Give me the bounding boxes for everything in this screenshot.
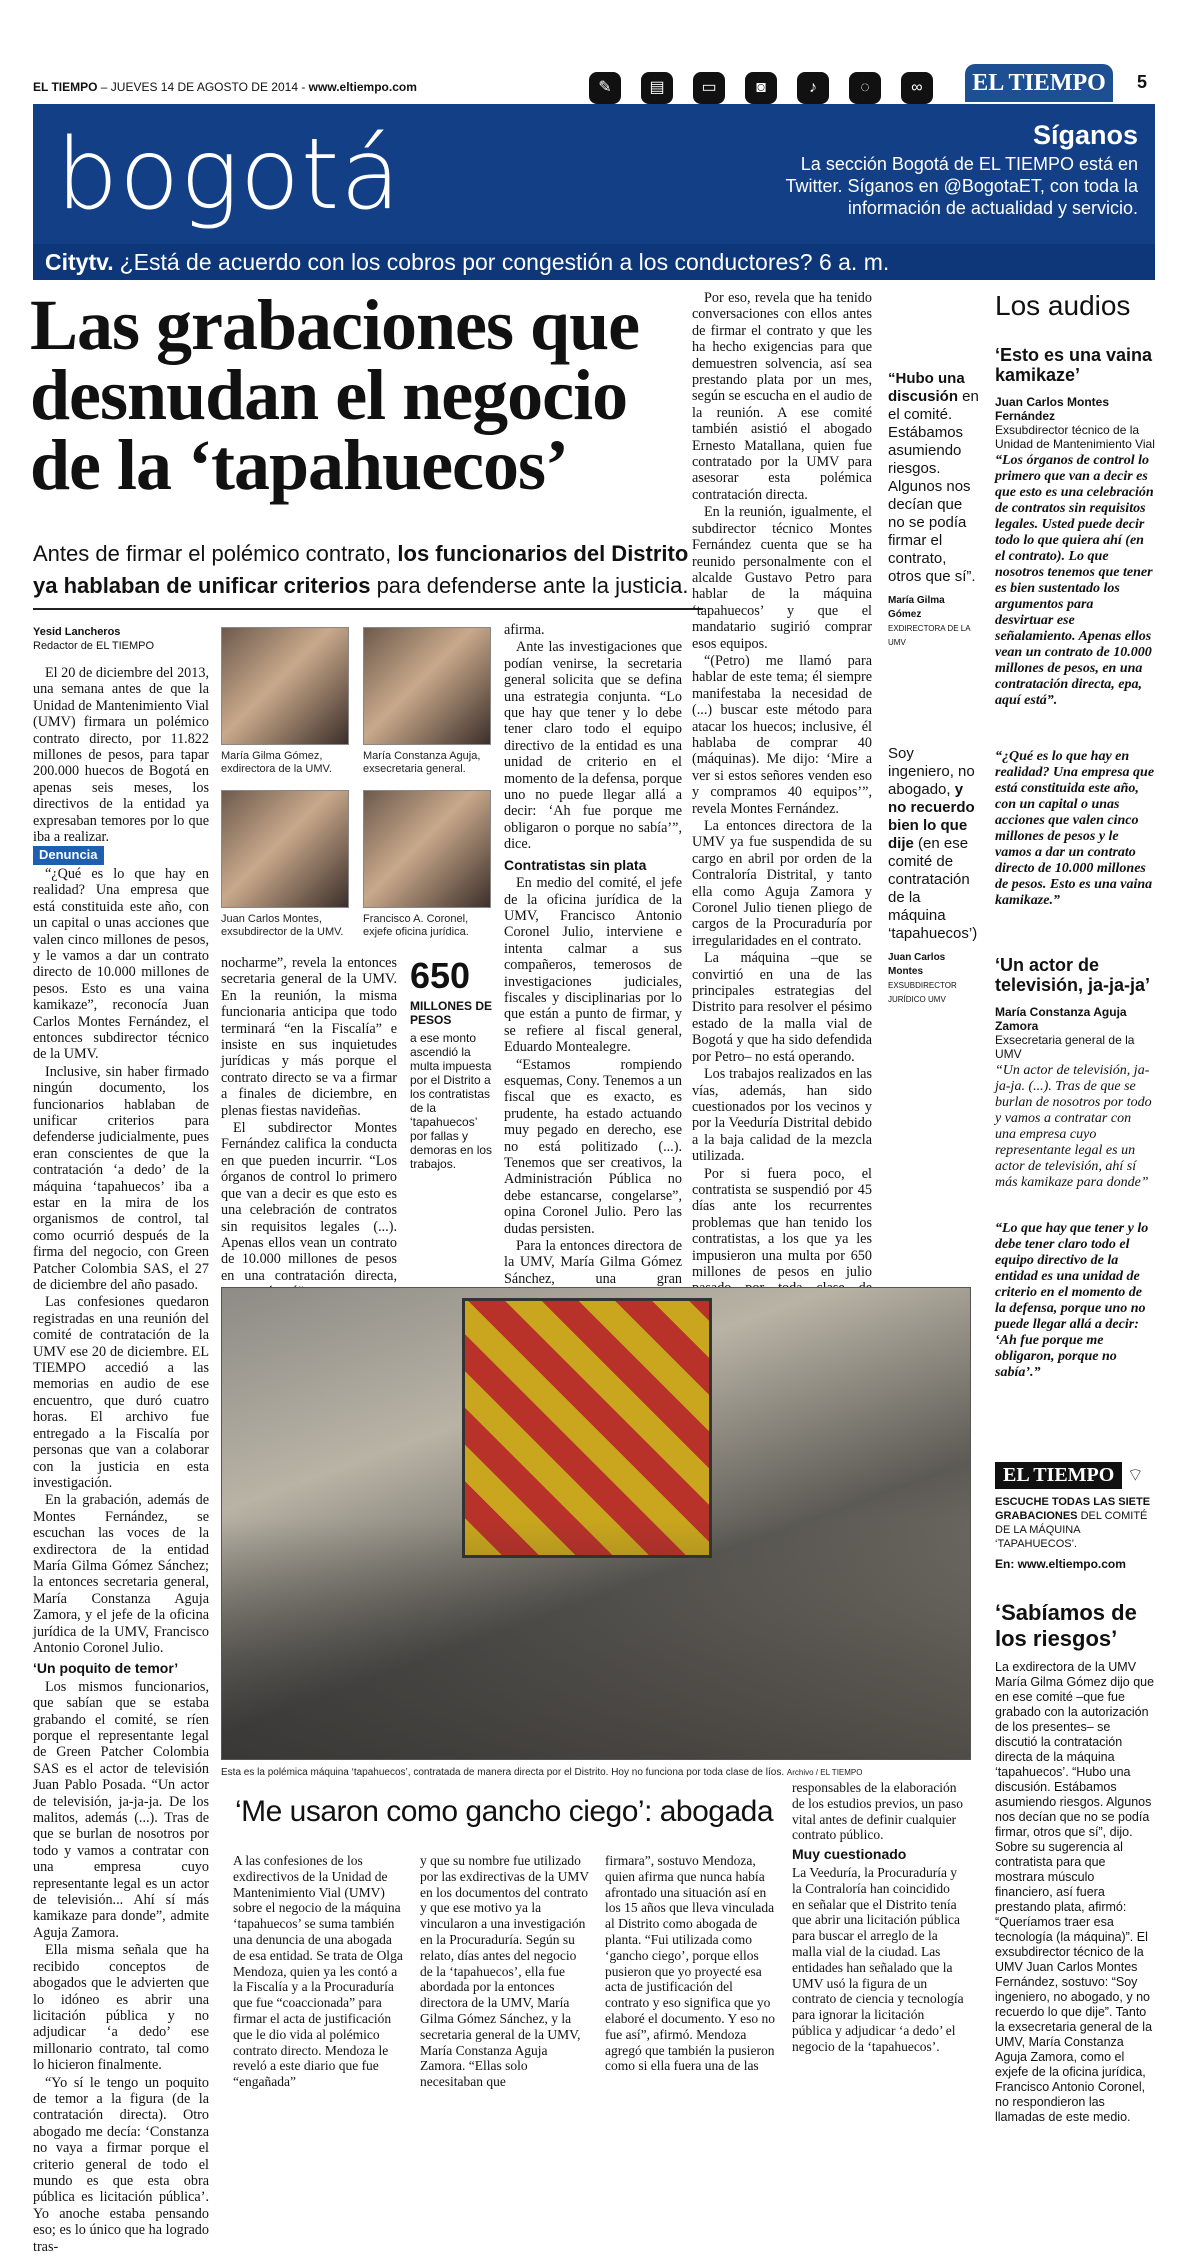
paragraph: responsables de la elaboración de los estudios previos, un paso vital antes de definir cualquier contrato público. [792,1780,963,1843]
portrait-caption: Francisco A. Coronel, exjefe oficina jurídica. [363,913,469,938]
paragraph: Las confesiones quedaron registradas en una reunión del comité de contratación de la UMV ese 20 de diciembre. EL TIEMPO accedió a las memorias en audio de ese encuentro, que duró cuatro horas. El archivo fue entregado a la Fiscalía por personas que van a colaborar con la justicia en esta investigación. [33,1294,209,1491]
pull-quote-role: EXDIRECTORA DE LA UMV [888,624,971,647]
divider [33,608,703,610]
citytv-strip[interactable] [33,244,1155,280]
secondary-column-2: y que su nombre fue utilizado por las exdirectivas de la UMV en los documentos del contrato y que ese motivo ya la vincularon a una investigación en la Procuraduría. Según su relato, días antes del negocio de la ‘tapahuecos’, ella fue abordada por la entonces directora de la UMV, María Gilma Gómez Sánchez, y la secretaria general de la UMV, María Constanza Aguja Zamora. “Ellas solo necesitaban que [420,1853,589,2090]
citytv-brand: Citytv. [45,249,114,275]
deck-part: para defenderse ante la justicia. [370,573,689,598]
portrait-photo [363,627,491,745]
pull-quote [888,745,980,1007]
paragraph: La máquina –que se convirtió en una de las principales estrategias del Distrito para resolver el pésimo estado de la malla vial de Bogotá y que ha sido defendida por Petro– no está operando. [692,950,872,1065]
masthead-url[interactable]: www.eltiempo.com [308,80,417,94]
photo-caption [221,1766,971,1779]
pull-quote-name: Juan Carlos Montes [888,952,946,977]
blogs-icon: ◌ [849,72,881,104]
paragraph: “Yo sí le tengo un poquito de temor a la figura (de la contratación directa). Otro abogado me decía: ‘Constanza no vaya a firmar porque el criterio general de todo el mundo es que esta obra pública es licitación pública’. Yo anoche estaba pensando eso; es lo único que ha logrado tras- [33,2074,209,2255]
portrait-caption: María Constanza Aguja, exsecretaria general. [363,750,481,775]
audio-quote-text: “Un actor de televisión, ja-ja-ja. (...). Tras de que se burlan de nosotros por todo y vamos a contratar con una empresa cuyo representante legal es un actor de televisión, ahí sí más kamikaze para donde” [995,1063,1152,1190]
videos-icon: ▭ [693,72,725,104]
portrait-caption: María Gilma Gómez, exdirectora de la UMV. [221,750,332,775]
paragraph: “Estamos rompiendo esquemas, Cony. Tenemos a un fiscal que es exacto, es prudente, ha estado actuando muy pegado en derecho, ese no está politizado (...). Tenemos que ser creativos, la Administración Pública no debe estancarse, congelarse”, opina Coronel Julio. Pero las dudas persisten. [504,1056,682,1237]
audio-quote-1 [995,345,1155,909]
secondary-column-4 [792,1780,964,2056]
secondary-column-3: firmara”, sostuvo Mendoza, quien afirma que nunca había afrontado una situación así en los 15 años que lleva vinculada al Distrito como abogada de planta. “Fui utilizada como ‘gancho ciego’, porque ellos pusieron que yo proyecté esa acta de justificación del contrato y eso significa que yo elaboré el documento. Y eso no fue así”, afirmó. Mendoza agregó que también la pusieron como si ella fuera una de las [605,1853,775,2074]
portrait-caption: Juan Carlos Montes, exsubdirector de la UMV. [221,913,344,938]
audio-quote-head: ‘Esto es una vaina kamikaze’ [995,345,1153,385]
brand-logo: EL TIEMPO [965,64,1113,102]
citytv-text: ¿Está de acuerdo con los cobros por congestión a los conductores? 6 a. m. [119,249,890,275]
paragraph: La Veeduría, la Procuraduría y la Contraloría han coincidido en señalar que el Distrito tenía que abrir una licitación pública para buscar el arreglo de la malla vial de la ciudad. Las entidades han señalado que la UMV usó la figura de un contrato de ciencia y tecnología para ignorar la licitación pública y adjudicar ‘a dedo’ el negocio de la ‘tapahuecos’. [792,1864,964,2054]
article-headline: Las grabaciones que desnudan el negocio de la ‘tapahuecos’ [30,285,640,505]
author-name: Yesid Lancheros [33,626,121,638]
pull-quote-bold: “Hubo una discusión [888,370,965,405]
paragraph: Ante las investigaciones que podían venirse, la secretaria general solicita que se defina una estrategia conjunta. “Lo que hay que tener y lo debe tener claro todo el equipo directivo de la entidad es una unidad de criterio en el momento de la defensa, porque uno no puede llegar allá a decir: ‘Ah fue porque me obligaron o porque no sabía’”, dice. [504,639,682,853]
paragraph: Para la entonces directora de la UMV, María Gilma Gómez Sánchez, una gran [504,1238,682,1287]
audio-quote-head: ‘Un actor de televisión, ja-ja-ja’ [995,955,1151,995]
secondary-headline: ‘Me usaron como gancho ciego’: abogada [235,1795,774,1828]
crowd-shading [222,1519,970,1759]
stat-unit: MILLONES DE PESOS [410,999,493,1027]
stat-text: a ese monto ascendió la multa impuesta por el Distrito a los contratistas de la ‘tapahuecos’ por fallas y demoras en los trabajos. [410,1031,493,1171]
pull-quote-role: EXSUBDIRECTOR JURÍDICO UMV [888,981,957,1004]
paragraph: Por eso, revela que ha tenido conversaciones con ellos antes de firmar el contrato y que les ha hecho exigencias para que demuestren solvencia, así sea prestando plata por un mes, según se escucha en el audio de la reunión. A ese comité también asistió el abogado Ernesto Matallana, quien fue contratado por la UMV para asesorar esta polémica contratación directa. [692,290,872,503]
wifi-icon: ⌔ [1122,1465,1144,1485]
audio-quote-name: María Constanza Aguja Zamora [995,1005,1127,1033]
paragraph: En la grabación, además de Montes Fernández, se escuchan las voces de la exdirectora de la entidad María Gilma Gómez Sánchez; la entonces secretaria general, María Constanza Aguja Zamora, y el jefe de la oficina jurídica de la UMV, Francisco Antonio Coronel Julio. [33,1492,209,1656]
audio-quote-text: “Los órganos de control lo primero que van a decir es que esto es una celebración de contratos sin requisitos legales. Usted puede decir todo lo que quiera ahí (en el contrato). Lo que nosotros tenemos que tener es bien sustentado los argumentos para desvirtuar ese señalamiento. Apenas ellos vean un contrato de 10.000 millones de pesos, en una contratación directa, epa, aquí está”. [995,453,1154,708]
deck-part: Antes de firmar el polémico contrato, [33,541,398,566]
audio-quote-role: Exsecretaria general de la UMV [995,1033,1135,1061]
photo-caption-text: Esta es la polémica máquina ‘tapahuecos’, contratada de manera directa por el Distrito. Hoy no funciona por toda clase de líos. [221,1767,785,1778]
denuncia-tag: Denuncia [33,846,104,864]
promo-bold: ESCUCHE TODAS LAS SIETE GRABACIONES [995,1496,1151,1522]
audio-quote-text: “Lo que hay que tener y lo debe tener claro todo el equipo directivo de la entidad es una unidad de criterio en el momento de la defensa, porque uno no puede llegar allá a decir: ‘Ah fue porque me obligaron, porque no sabía’.” [995,1221,1149,1380]
audio-quote-2 [995,955,1155,1381]
pull-quote-name: María Gilma Gómez [888,595,945,620]
paragraph: Los mismos funcionarios, que sabían que se estaba grabando el comité, se ríen porque el representante legal de Green Patcher Colombia SAS es el actor de televisión Juan Pablo Posada. “Un actor de televisión, ja-ja-ja. De los malitos, además (...). Tras de que se burlan de nosotros por todo y vamos a contratar con una empresa cuyo representante legal es un actor de televisión... Ahí sí más kamikaze para donde”, admite Aguja Zamora. [33,1678,209,1941]
paragraph: nocharme”, revela la entonces secretaria general de la UMV. En la reunión, la misma funcionaria anticipa que todo terminará “en la Fiscalía” e insiste en sus inquietudes jurídicas y más porque el contrato directo se va a firmar a finales de diciembre, en plenas fiestas navideñas. [221,955,397,1119]
paragraph: En medio del comité, el jefe de la oficina jurídica de la UMV, Francisco Antonio Coronel Julio, interviene e intenta calmar a sus compañeros, temerosos de investigaciones judiciales, fiscales y disciplinarias por lo que están a punto de firmar, y se refiere al fiscal general, Eduardo Montealegre. [504,875,682,1056]
audio-quote-role: Exsubdirector técnico de la Unidad de Mantenimiento Vial [995,423,1155,451]
pull-quote-text: (en ese comité de contratación de la máquina ‘tapahuecos’) [888,835,978,942]
subhead: Contratistas sin plata [504,856,647,873]
masthead-brand: EL TIEMPO [33,80,98,94]
promo-url[interactable]: En: www.eltiempo.com [995,1557,1126,1571]
fotos-icon: ◙ [745,72,777,104]
paragraph: “¿Qué es lo que hay en realidad? Una empresa que está constituida este año, con un capital o unas acciones que valen cinco millones de pesos, y le vamos a dar un contrato directo de 10.000 millones de pesos. Esto es una vaina kamikaze”, reconocía Juan Carlos Montes Fernández, el entonces subdirector técnico de la UMV. [33,865,209,1063]
paragraph: Por si fuera poco, el contratista se suspendió por 45 días ante los recurrentes problemas que han tenido los contratistas, a los que ya les impusieron una multa por 650 millones de pesos en julio [692,1165,872,1280]
foros-icon: ∞ [901,72,933,104]
secondary-column-1: A las confesiones de los exdirectivos de la Unidad de Mantenimiento Vial (UMV) sobre el negocio de la máquina ‘tapahuecos’ se suma también una denuncia de una abogada de esa entidad. Se trata de Olga Mendoza, quien ya les contó a la Fiscalía y a la Procuraduría que fue “coaccionada” para firmar el acta de justificación que le dio vida al polémico contrato directo. Mendoza le reveló a este diario que fue “engañada” [233,1853,403,2090]
sidebar-story [995,1600,1155,2125]
promo-text: DEL COMITÉ DE LA MÁQUINA ‘TAPAHUECOS’. [995,1510,1148,1550]
audio-quote-text: “¿Qué es lo que hay en realidad? Una empresa que está constituida este año, con un capital o unas acciones que valen cinco millones de pesos y le vamos a dar un contrato directo de 10.000 millones de pesos. Esto es una vaina kamikaze.” [995,749,1155,908]
audio-quote-name: Juan Carlos Montes Fernández [995,395,1110,423]
follow-text[interactable]: La sección Bogotá de EL TIEMPO está en Twitter. Síganos en @BogotaET, con toda la información de actualidad y servicio. [785,154,1138,218]
audio-promo[interactable] [995,1462,1155,1571]
paragraph: Ella misma señala que ha recibido conceptos de abogados que le advierten que lo idóneo es abrir una licitación pública y no adjudicar ‘a dedo’ ese millonario contrato, tal como lo hicieron finalmente. [33,1942,209,2074]
paragraph: Los trabajos realizados en las vías, además, han sido cuestionados por los vecinos y por la Veeduría Distrital debido a la baja calidad de la mezcla utilizada. [692,1066,872,1165]
sidebar-story-text: La exdirectora de la UMV María Gilma Gómez dijo que en ese comité –que fue grabado con la autorización de los presentes– se discutió la contratación directa de la máquina ‘tapahuecos’. “Hubo una discusión. Estábamos asumiendo riesgos. Algunos nos decían que no se podía firmar, otros que sí”, dijo. Sobre su sugerencia al contratista para que mostrara músculo financiero, así fuera prestando plata, afirmó: “Queríamos traer esa tecnología (la máquina)”. El exsubdirector técnico de la UMV Juan Carlos Montes Fernández, sostuvo: “Soy ingeniero, no abogado, y no recuerdo lo que dije”. Tanto la exsecretaria general de la UMV, María Constanza Aguja Zamora, como el exjefe de la oficina jurídica, Francisco Antonio Coronel, no respondieron las llamadas de este medio. [995,1660,1155,2124]
links-icon: ▤ [641,72,673,104]
article-column-2 [221,955,397,1302]
follow-title: Síganos [1032,120,1138,150]
subhead: Muy cuestionado [792,1846,907,1863]
portrait-photo [221,627,349,745]
masthead-date: – JUEVES 14 DE AGOSTO DE 2014 - [97,80,309,94]
article-column-3 [504,622,682,1321]
page-number: 5 [1137,72,1148,92]
masthead-dateline [33,80,417,94]
photo-credit: Archivo / EL TIEMPO [786,1768,863,1777]
article-column-4 [692,290,872,1330]
paragraph: afirma. [504,622,545,638]
sidebar-title: Los audios [995,290,1131,321]
article-column-1 [33,665,209,2256]
section-title: bogotá [56,118,402,232]
sidebar-story-head: ‘Sabíamos de los riesgos’ [995,1600,1137,1651]
tapahuecos-machine-photo [221,1287,971,1760]
portrait-photo [363,790,491,908]
deck-bold: los funcionarios del Distrito ya hablaban de unificar criterios [33,541,689,598]
subhead: ‘Un poquito de temor’ [33,1660,179,1677]
paragraph: “(Petro) me llamó para hablar de este tema; él siempre manifestaba la necesidad de (...) buscar este método para atacar los huecos; inclusive, él hablaba de comprar 40 (máquinas). Me dijo: ‘Mire a ver si estos señores venden eso y compramos 40 equipos’”, revela Montes Fernández. [692,652,872,817]
article-deck [33,538,713,602]
promo-logo: EL TIEMPO [995,1462,1122,1489]
portrait-photo [221,790,349,908]
pull-quote-text: Soy ingeniero, no abogado, [888,745,975,798]
pull-quote [888,370,980,650]
paragraph: En la reunión, igualmente, el subdirector técnico Montes Fernández cuenta que se ha reunido personalmente con el alcalde Gustavo Petro para hablar de la máquina ‘tapahuecos’ y que el mandatario sugirió comprar esos equipos. [692,504,872,652]
author-role: Redactor de EL TIEMPO [33,640,155,652]
pull-quote-text: en el comité. Estábamos asumiendo riesgos. Algunos nos decían que no se podía firmar el contrato, otros que sí”. [888,388,979,585]
stat-box [410,955,495,1171]
paragraph: La entonces directora de la UMV ya fue suspendida de su cargo en abril por orden de la Contraloría Distrital, y tanto ella como Aguja Zamora y Coronel Julio tienen pliego de cargos de la Procuraduría por irregularidades en el contrato. [692,818,872,949]
pull-quote-bold: y no recuerdo bien lo que dije [888,781,975,852]
opinion-icon: ✎ [589,72,621,104]
paragraph: Inclusive, sin haber firmado ningún documento, los funcionarios hablaban de unificar criterios para defenderse judicialmente, pues eran conscientes de que la contratación ‘a dedo’ de la máquina ‘tapahuecos’ iba a estar en la mira de los organismos de control, tal como ocurrió después de la firma del negocio, con Green Patcher Colombia SAS, el 27 de diciembre del año pasado. [33,1063,209,1294]
byline [33,625,154,653]
audio-icon: ♪ [797,72,829,104]
stat-number: 650 [410,955,471,996]
paragraph: El 20 de diciembre del 2013, una semana antes de que la Unidad de Mantenimiento Vial (UMV) firmara un polémico contrato directo, por 11.822 millones de pesos, para tapar 200.000 huecos de Bogotá en apenas seis meses, los directivos de la entidad ya expresaban temores por lo que iba a realizar. [33,665,209,846]
paragraph: El subdirector Montes Fernández califica la conducta en que pueden incurrir. “Los órganos de control lo primero que van a decir es que esto es una celebración de contratos sin requisitos legales (...). Apenas ellos vean un contrato de 10.000 millones de pesos en una contratación directa, [221,1120,397,1284]
